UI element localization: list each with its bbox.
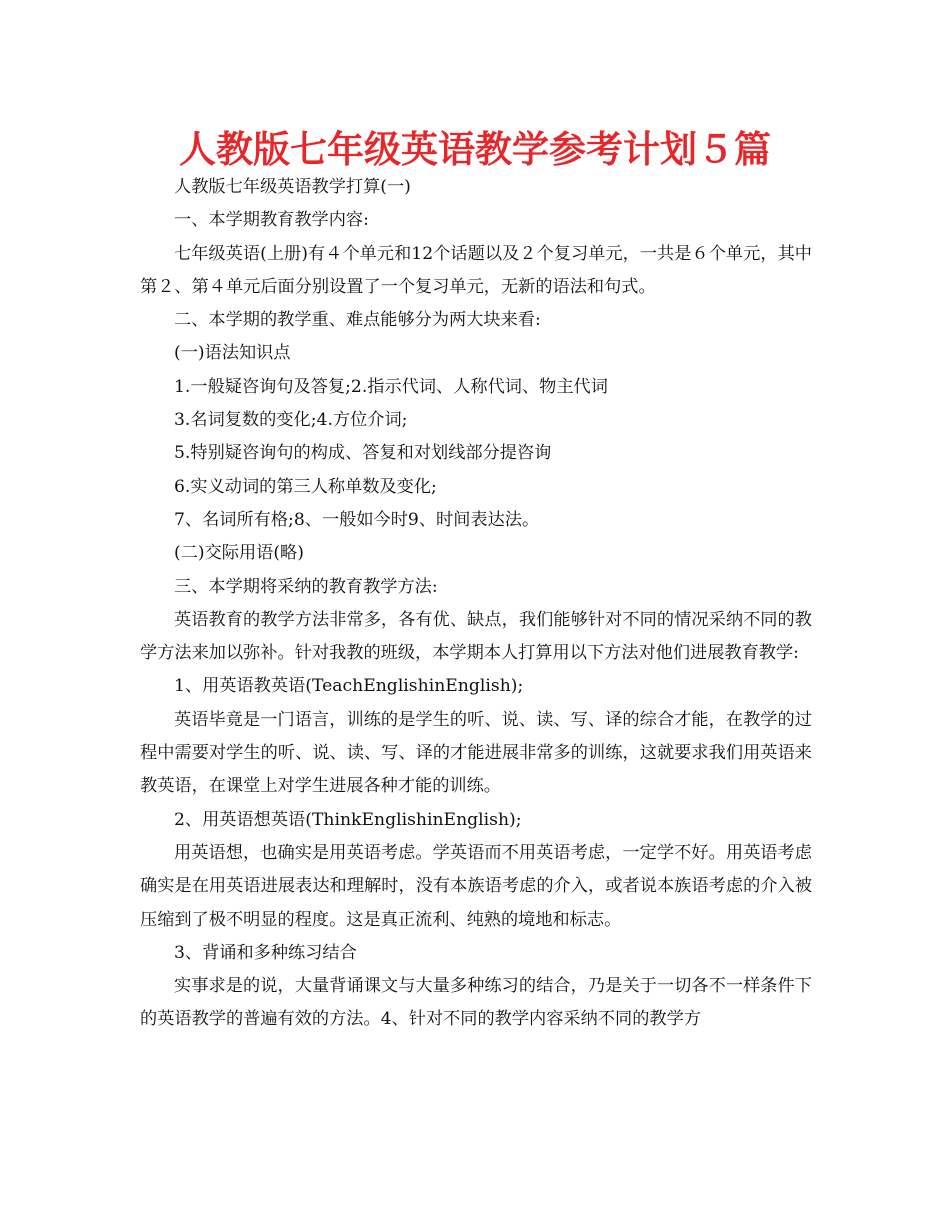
paragraph-teach-english: 英语毕竟是一门语言，训练的是学生的听、说、读、写、译的综合才能，在教学的过程中需要对学生的听、说、读、写、译的才能进展非常多的训练，这就要求我们用英语来教英语，在课堂上对学生进展各种才能的训练。 xyxy=(140,709,812,797)
paragraph-think-english: 用英语想，也确实是用英语考虑。学英语而不用英语考虑，一定学不好。用英语考虑确实是在用英语进展表达和理解时，没有本族语考虑的介入，或者说本族语考虑的介入被压缩到了极不明显的程度。这是真正流利、纯熟的境地和标志。 xyxy=(140,842,812,930)
list-item-grammar-1: 1.一般疑咨询句及答复;2.指示代词、人称代词、物主代词 xyxy=(174,376,608,397)
list-item-grammar-5: 5.特别疑咨询句的构成、答复和对划线部分提咨询 xyxy=(174,443,552,464)
subheading-grammar: (一)语法知识点 xyxy=(174,343,291,364)
paragraph-textbook-overview: 七年级英语(上册)有４个单元和12个话题以及２个复习单元，一共是６个单元，其中第２、第４单元后面分别设置了一个复习单元，无新的语法和句式。 xyxy=(140,243,812,297)
section-heading-content: 一、本学期教育教学内容: xyxy=(174,210,369,231)
list-item-grammar-3: 3.名词复数的变化;4.方位介词; xyxy=(174,410,408,431)
document-body xyxy=(140,171,812,1037)
method-heading-teach-english: 1、用英语教英语(TeachEnglishinEnglish); xyxy=(174,676,524,697)
paragraph-methods-intro: 英语教育的教学方法非常多，各有优、缺点，我们能够针对不同的情况采纳不同的教学方法来加以弥补。针对我教的班级，本学期本人打算用以下方法对他们进展教育教学: xyxy=(140,609,812,664)
method-heading-think-english: 2、用英语想英语(ThinkEnglishinEnglish); xyxy=(174,809,522,830)
section-heading-key-points: 二、本学期的教学重、难点能够分为两大块来看: xyxy=(174,310,541,331)
paragraph-recitation: 实事求是的说，大量背诵课文与大量多种练习的结合，乃是关于一切各不一样条件下的英语教学的普遍有效的方法。4、针对不同的教学内容采纳不同的教学方 xyxy=(140,976,812,1030)
method-heading-recitation: 3、背诵和多种练习结合 xyxy=(174,942,357,963)
list-item-grammar-7: 7、名词所有格;8、一般如今时9、时间表达法。 xyxy=(174,509,540,530)
section-heading-methods: 三、本学期将采纳的教育教学方法: xyxy=(174,576,438,597)
list-item-grammar-6: 6.实义动词的第三人称单数及变化; xyxy=(174,476,437,497)
document-title: 人教版七年级英语教学参考计划５篇 xyxy=(179,128,771,171)
section-heading-plan-one: 人教版七年级英语教学打算(一) xyxy=(174,177,411,197)
subheading-communication: (二)交际用语(略) xyxy=(174,543,304,564)
